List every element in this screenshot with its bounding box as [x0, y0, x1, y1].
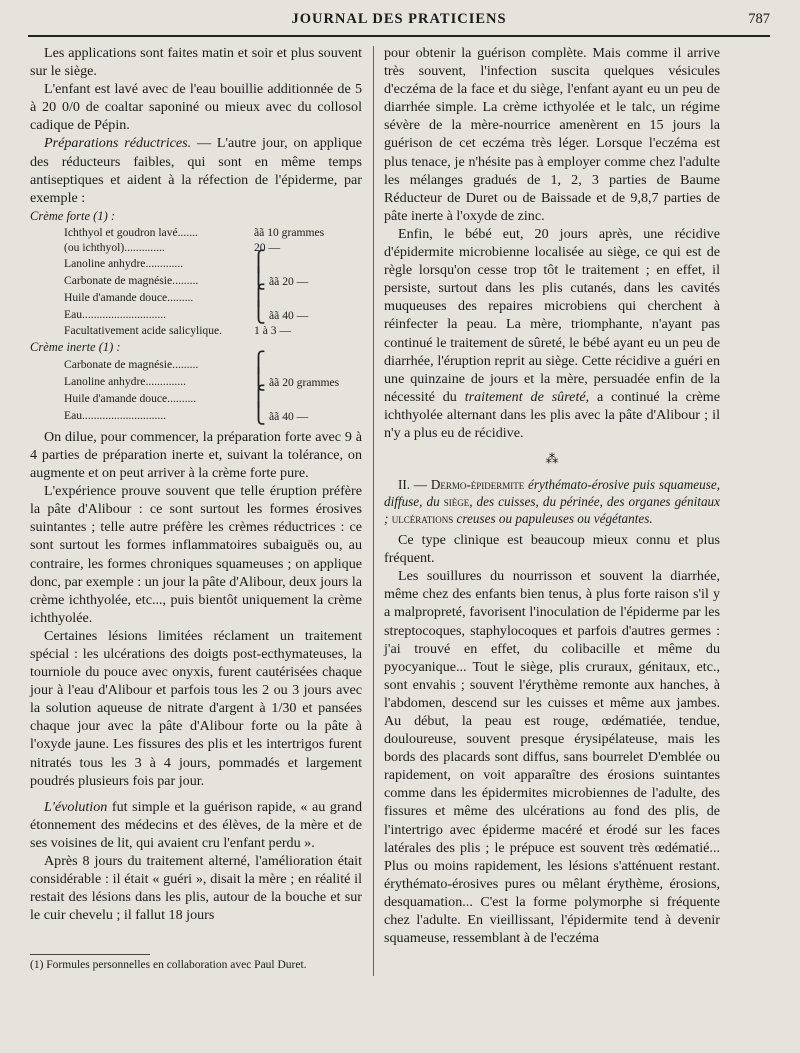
ingredient-name: Carbonate de magnésie.........	[64, 357, 199, 371]
formula-row	[64, 225, 324, 240]
brace-glyph: ⎧	[251, 284, 266, 307]
paragraph	[30, 798, 362, 852]
paragraph-text: fut simple et la guérison rapide, « au grand étonnement des médecins et des élèves, de la mère et de ses voisines de lit, qui avaient cru l'enfant perdu ».	[30, 798, 362, 851]
formula-row	[64, 240, 324, 255]
right-column	[384, 44, 720, 947]
ingredient-name: Huile d'amande douce.........	[64, 290, 194, 304]
section-text: érythémato-érosive puis squameuse, diffuse, du	[384, 477, 720, 510]
paragraph: Ce type clinique est beaucoup mieux connu et plus fréquent.	[384, 532, 720, 567]
formula-row	[64, 289, 324, 306]
formula-row	[64, 390, 339, 407]
paragraph: Après 8 jours du traitement alterné, l'amélioration était considérable : il était « guéri », disait la mère ; en réalité il restait des lésions dans les plis, autour de la bouche et sur le cuir chevelu ; il fallut 18 jours	[30, 853, 362, 924]
ingredient-name: Eau.............................	[64, 408, 167, 422]
section-separator-asterism: ⁂	[545, 451, 559, 467]
quantity-text: 1 à 3 —	[254, 323, 292, 337]
column-divider	[373, 46, 374, 976]
brace-glyph: ⎧	[251, 385, 266, 408]
paragraph: Les souillures du nourrisson et souvent la diarrhée, même chez des enfants bien tenus, à plus forte raison s'il y a malpropreté, favorisent l'inoculation de l'épiderme par les streptocoques, staphylocoques et parfois d'autres germes : j'ai trouvé en effet, du colibacille et même du pyocyanique... Tout le siège, plis cruraux, génitaux, etc., sont envahis ; souvent l'érythème remonte aux hanches, à l'abdomen, descend sur les cuisses et même aux jambes. Au début, la peau est rouge, œdématiée, tendue, douloureuse, souvent presque érysipélateuse, mais les bords des placards sont diffus, sans bourrelet D'emblée ou rapidement, on voit apparaître des érosions suintantes comme dans les épidermites microbiennes de l'adulte, des fissures et même des ulcérations au fond des plis, de l'intertrigo avec épiderme macéré et érodé sur les faces latérales des plis ; le prépuce est souvent très œdématié... Plus ou moins rapidement, les lésions s'atténuent restant. érythémato-érosives pures ou mêlant érythème, érosions, desquamation... C'est la forme polymorphe si fréquente chez l'adulte. En vieillissant, l'épidermite tend à devenir squameuse, ressemblant à de l'eczéma	[384, 568, 720, 947]
footnote-rule	[30, 954, 150, 955]
formula-row	[64, 255, 324, 272]
footnote: (1) Formules personnelles en collaboration avec Paul Duret.	[30, 959, 307, 971]
left-column	[30, 44, 362, 924]
ingredient-name: Ichthyol et goudron lavé.......	[64, 225, 198, 239]
section-term: ulcérations	[391, 511, 454, 527]
quantity-text: ãã 40 —	[269, 409, 309, 423]
brace-glyph: ⎩	[251, 301, 266, 324]
formula-table-forte	[64, 225, 324, 338]
formula-row	[64, 356, 339, 373]
section-text: , des cuisses, du périnée, des organes génitaux ;	[384, 494, 720, 527]
paragraph: Certaines lésions limitées réclament un traitement spécial : les ulcérations des doigts post-ecthymateuses, la tourniole du pouce avec onyxis, furent cautérisées chaque jour à l'eau d'Alibour et parfois tous les 2 ou 3 jours avec la solution aqueuse de nitrate d'argent à 1/30 et pansées chaque jour avec la pâte d'Alibour forte ou la pâte à l'oxyde jaune. Les fissures des plis et les intertrigos furent nitratés tous les 3 à 4 jours, pommadés et largement poudrés plusieurs fois par jour.	[30, 627, 362, 789]
page-number: 787	[748, 11, 770, 27]
section-text: creuses ou papuleuses ou végétantes.	[453, 511, 653, 527]
ingredient-name: Facultativement acide salicylique.	[64, 323, 223, 337]
paragraph: pour obtenir la guérison complète. Mais comme il arrive très souvent, l'infection suscita quelques vésicules d'eczéma de la face et du siège, l'enfant ayant eu un peu de diarrhée simple. La crème icthyolée et le talc, un régime sévère de la mère-nourrice amenèrent en 15 jours la guérison de cet eczéma très léger. Lorsque l'eczéma est plus tenace, je n'hésite pas à employer comme chez l'adulte les mélanges gradués de 1, 2, 3 parties de Baume Réducteur de Duret ou de Baissade et de 9,8,7 parties de pâte inerte à l'oxyde de zinc.	[384, 45, 720, 224]
formula-label-inerte: Crème inerte (1) :	[30, 339, 121, 354]
brace-glyph: ⎩	[251, 267, 266, 290]
ingredient-name: Lanoline anhydre..............	[64, 374, 187, 388]
quantity-text: ãã 20 —	[269, 274, 309, 288]
section-term: siège	[443, 494, 470, 510]
formula-row	[64, 323, 324, 338]
quantity-text: ãã 40 —	[269, 308, 309, 322]
paragraph-italic: traitement de sûreté	[464, 388, 586, 405]
paragraph-text: , a continué la crème ichthyolée alternant dans les plis avec la pâte d'Alibour ; il n'y a plus eu de récidive.	[384, 388, 721, 441]
paragraph-lead: L'évolution	[44, 798, 108, 815]
formula-row	[64, 407, 339, 424]
brace-glyph: ⎩	[251, 368, 266, 391]
paragraph: On dilue, pour commencer, la préparation forte avec 9 à 4 parties de préparation inerte et, suivant la tolérance, on augmente et on peut arriver à la crème forte pure.	[30, 428, 362, 482]
journal-title: JOURNAL DES PRATICIENS	[291, 11, 507, 27]
formula-row	[64, 272, 324, 289]
section-number: II. —	[398, 477, 431, 493]
ingredient-quantity	[250, 402, 339, 425]
brace-glyph: ⎧	[251, 250, 266, 273]
ingredient-name: Eau.............................	[64, 307, 167, 321]
formula-row	[64, 306, 324, 323]
quantity-text: ãã 20 grammes	[269, 375, 340, 389]
paragraph	[384, 225, 720, 442]
paragraph: L'expérience prouve souvent que telle éruption préfère la pâte d'Alibour : ce sont surtout les formes érosives suintantes ; telle autre préfère les crèmes réductrices : ce sont surtout les formes inflammatoires subaiguës ou, au contraire, les formes chroniques squameuses ; on applique donc, par exemple : un jour la pâte d'Alibour, deux jours la crème ichthyolée, etc..., puis bientôt uniquement la crème ichthyolée.	[30, 483, 362, 626]
paragraph	[30, 134, 362, 206]
paragraph-text: Enfin, le bébé eut, 20 jours après, une récidive d'épidermite microbienne localisée au siège, ce qui est de règle lorsqu'on cesse trop tôt le traitement ; en effet, il persiste, surtout dans les plis cutanés, dans les cavités muqueuses des repaires microbiens qui cherchent à réinfecter la peau. La mère, triomphante, n'ayant pas continué le traitement de sûreté, le bébé ayant eu un peu de diarrhée, l'éruption reprit au siège. Cette récidive a guéri en une quinzaine de jours et la mère, persuadée enfin de la nécessité du	[384, 225, 720, 405]
brace-glyph: ⎧	[251, 351, 266, 374]
ingredient-quantity	[250, 225, 324, 240]
formula-label-forte: Crème forte (1) :	[30, 208, 116, 223]
paragraph-lead: Préparations réductrices.	[44, 135, 192, 152]
ingredient-quantity	[250, 301, 324, 324]
quantity-text: ãã 10 grammes	[254, 225, 325, 239]
ingredient-name: (ou ichthyol)..............	[64, 240, 165, 254]
section-term: Dermo-épidermite	[430, 477, 525, 493]
quantity-text: 20 —	[254, 240, 281, 254]
paragraph: L'enfant est lavé avec de l'eau bouillie additionnée de 5 à 20 0/0 de coaltar saponiné ou mieux avec du collosol cadique de Pépin.	[30, 81, 362, 134]
ingredient-name: Carbonate de magnésie.........	[64, 273, 199, 287]
ingredient-name: Lanoline anhydre.............	[64, 256, 184, 270]
section-heading	[384, 476, 720, 527]
header-rule	[28, 35, 770, 37]
paragraph: Les applications sont faites matin et soir et plus souvent sur le siège.	[30, 45, 362, 80]
formula-table-inerte	[64, 351, 340, 425]
ingredient-quantity	[250, 323, 324, 338]
brace-glyph: ⎩	[251, 402, 266, 425]
paragraph-text: — L'autre jour, on applique des réducteurs faibles, qui sont en même temps antiseptiques et aident à la réfection de l'épiderme, par exemple :	[30, 135, 362, 206]
page-header	[28, 6, 770, 36]
formula-row	[64, 373, 339, 390]
ingredient-name: Huile d'amande douce..........	[64, 391, 197, 405]
